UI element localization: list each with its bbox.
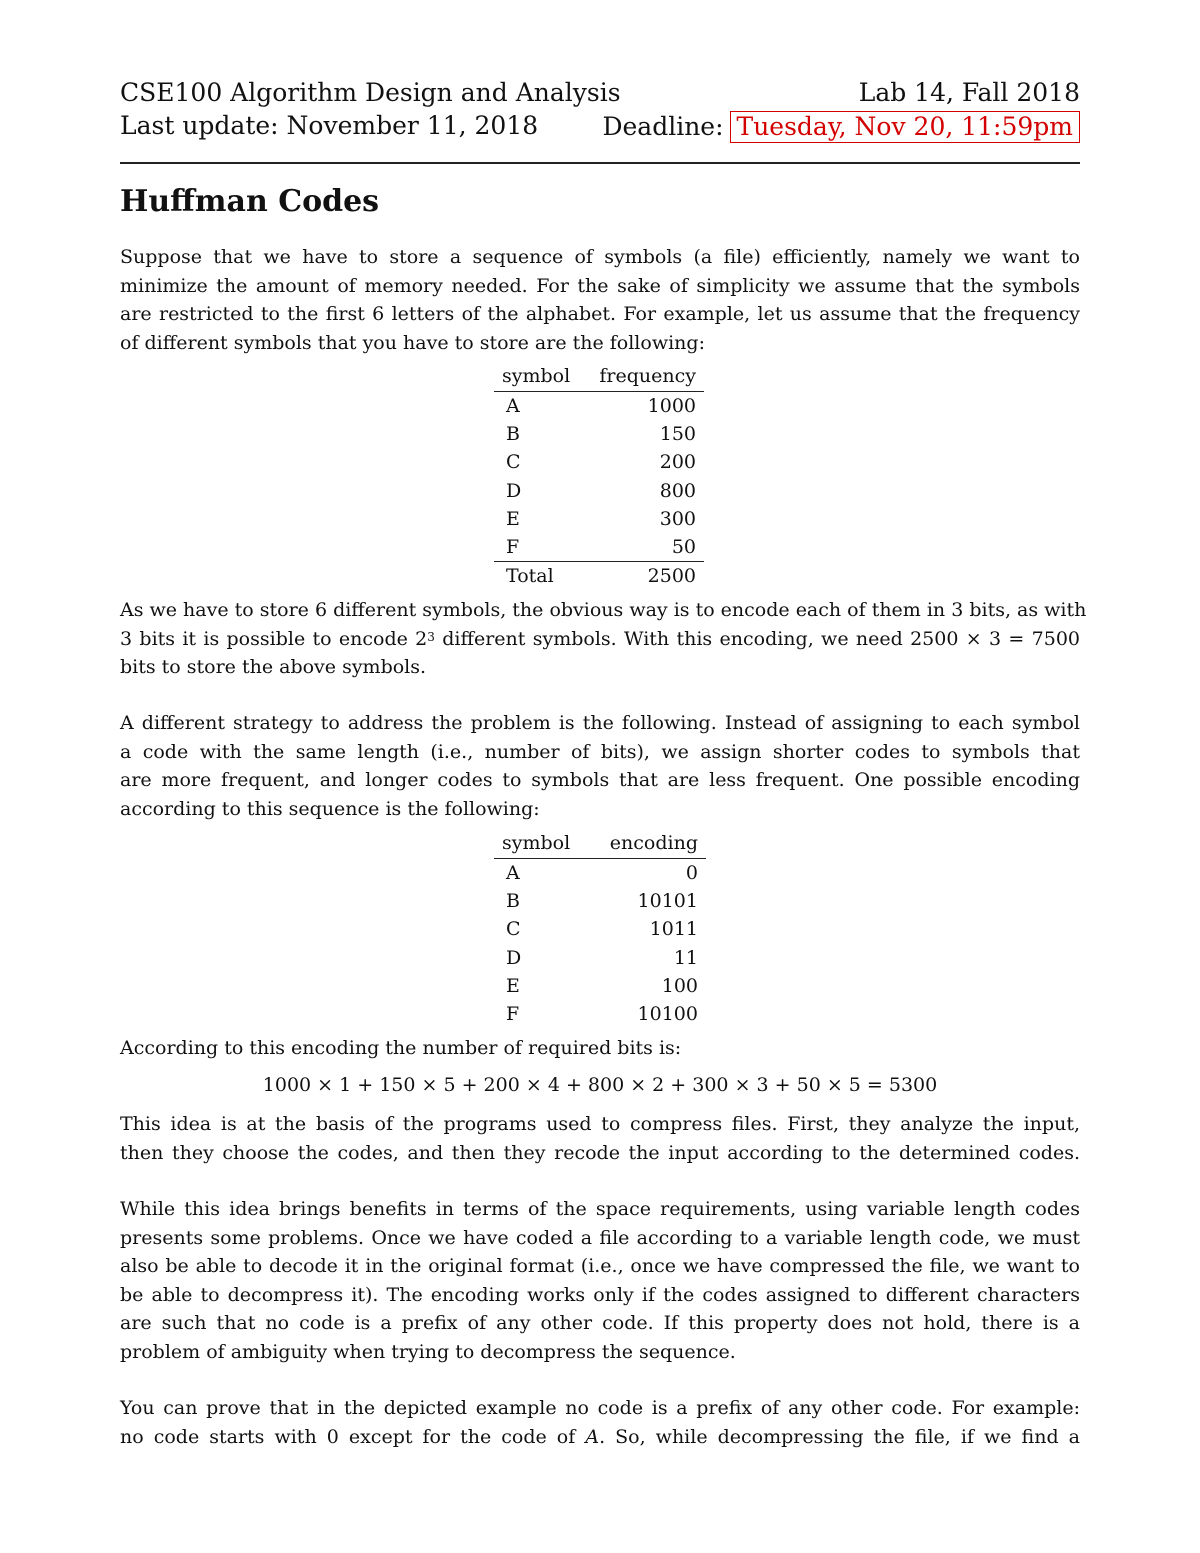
intro-line: are restricted to the first 6 letters of the alphabet. For example, let us assume that the frequency (120, 303, 1080, 325)
paragraph-line: are such that no code is a prefix of any other code. If this property does not hold, there is a (120, 1312, 1080, 1334)
table-row (494, 477, 704, 505)
paragraph-line: problem of ambiguity when trying to decompress the sequence. (120, 1340, 736, 1363)
encoding-cell: 11 (673, 946, 698, 969)
frequency-table (494, 361, 704, 590)
course-title: CSE100 Algorithm Design and Analysis (120, 78, 621, 107)
frequency-cell: 50 (671, 536, 696, 559)
frequency-cell: 150 (659, 423, 696, 446)
table-row (494, 392, 704, 421)
freq-header-symbol: symbol (494, 361, 584, 392)
symbol-cell: E (506, 507, 520, 530)
frequency-cell: 800 (659, 479, 696, 502)
symbol-cell: F (506, 1003, 520, 1026)
symbol-cell: C (506, 451, 521, 474)
intro-line: minimize the amount of memory needed. For the sake of simplicity we assume that the symbols (120, 274, 1080, 297)
paragraph-line: While this idea brings benefits in terms of the space requirements, using variable length codes (120, 1198, 1080, 1220)
paragraph-line: According to this encoding the number of required bits is: (120, 1037, 682, 1059)
symbol-cell: B (506, 423, 520, 446)
total-value: 2500 (584, 562, 704, 591)
power-line-pre: 3 bits it is possible to encode 2 (120, 627, 428, 650)
table-row (494, 859, 706, 888)
header-row-2 (120, 111, 1080, 141)
variable-line-post: . So, while decompressing the file, if we find a (599, 1425, 1080, 1448)
symbol-cell: F (506, 536, 520, 559)
paragraph-line: according to this sequence is the following: (120, 797, 540, 820)
table-row (494, 420, 704, 448)
encoding-cell: 100 (661, 974, 698, 997)
variable-length-paragraph (120, 709, 1080, 823)
bits-equation: 1000 × 1 + 150 × 5 + 200 × 4 + 800 × 2 + 300 × 3 + 50 × 5 = 5300 (262, 1074, 938, 1096)
paragraph-line: bits to store the above symbols. (120, 656, 427, 678)
encoding-cell: 1011 (649, 918, 698, 941)
header-row-1 (120, 78, 1080, 108)
encoding-table (494, 828, 706, 1028)
paragraph-line: then they choose the codes, and then they recode the input according to the determined codes. (120, 1141, 1080, 1164)
paragraph-line: presents some problems. Once we have coded a file according to a variable length code, we must (120, 1226, 1080, 1249)
paragraph-line: be able to decompress it). The encoding works only if the codes assigned to different characters (120, 1283, 1080, 1306)
symbol-cell: E (506, 974, 520, 997)
math-variable: A (585, 1425, 600, 1448)
header-divider (120, 162, 1080, 164)
paragraph-line: You can prove that in the depicted example no code is a prefix of any other code. For example: (120, 1397, 1080, 1419)
table-row (494, 915, 706, 943)
paragraph-line-with-variable (120, 1423, 1080, 1452)
intro-line: of different symbols that you have to store are the following: (120, 331, 705, 354)
lab-label: Lab 14, Fall 2018 (858, 78, 1080, 107)
encoding-cell: 0 (685, 862, 698, 885)
paragraph-line: This idea is at the basis of the programs used to compress files. First, they analyze the input, (120, 1113, 1080, 1135)
symbol-cell: B (506, 890, 520, 913)
frequency-cell: 1000 (647, 395, 696, 418)
freq-header-frequency: frequency (584, 361, 704, 392)
table-row (494, 972, 706, 1000)
enc-header-encoding: encoding (589, 828, 706, 859)
encoding-cell: 10101 (637, 890, 698, 913)
symbol-cell: D (506, 946, 522, 969)
table-row (494, 887, 706, 915)
power-line-post: different symbols. With this encoding, we need 2500 × 3 = 7500 (434, 627, 1080, 650)
paragraph-line-with-power (120, 625, 1080, 654)
table-row (494, 505, 704, 533)
symbol-cell: A (506, 395, 520, 418)
paragraph-line: also be able to decode it in the original format (i.e., once we have compressed the file, we want to (120, 1255, 1080, 1277)
symbol-cell: D (506, 479, 522, 502)
prefix-problem-paragraph (120, 1195, 1080, 1366)
page-title: Huffman Codes (120, 184, 380, 219)
deadline-label: Deadline: (602, 112, 724, 141)
table-row (494, 944, 706, 972)
last-update: Last update: November 11, 2018 (120, 111, 539, 140)
paragraph-line: As we have to store 6 different symbols, the obvious way is to encode each of them in 3 bits, as with (120, 599, 1087, 621)
prefix-example-paragraph (120, 1394, 1080, 1451)
intro-line: Suppose that we have to store a sequence of symbols (a file) efficiently, namely we want to (120, 246, 1080, 268)
frequency-cell: 200 (659, 451, 696, 474)
paragraph-line: a code with the same length (i.e., number of bits), we assign shorter codes to symbols that (120, 740, 1080, 763)
paragraph-line: are more frequent, and longer codes to symbols that are less frequent. One possible encoding (120, 769, 1080, 791)
enc-header-symbol: symbol (494, 828, 589, 859)
total-row (494, 562, 704, 591)
table-row (494, 1000, 706, 1028)
variable-line-pre: no code starts with 0 except for the code of (120, 1425, 586, 1448)
total-label: Total (494, 562, 584, 591)
symbol-cell: A (506, 862, 520, 885)
table-row (494, 533, 704, 562)
intro-paragraph (120, 243, 1080, 357)
table-row (494, 448, 704, 476)
encoding-cell: 10100 (637, 1003, 698, 1026)
symbol-cell: C (506, 918, 521, 941)
compression-paragraph (120, 1110, 1080, 1167)
bits-required-paragraph (120, 1034, 1080, 1063)
deadline (602, 111, 1080, 143)
fixed-length-paragraph (120, 596, 1087, 682)
power-exponent: 3 (427, 629, 435, 644)
deadline-value: Tuesday, Nov 20, 11:59pm (730, 111, 1080, 143)
paragraph-line: A different strategy to address the problem is the following. Instead of assigning to each symbol (120, 712, 1080, 734)
frequency-cell: 300 (659, 507, 696, 530)
